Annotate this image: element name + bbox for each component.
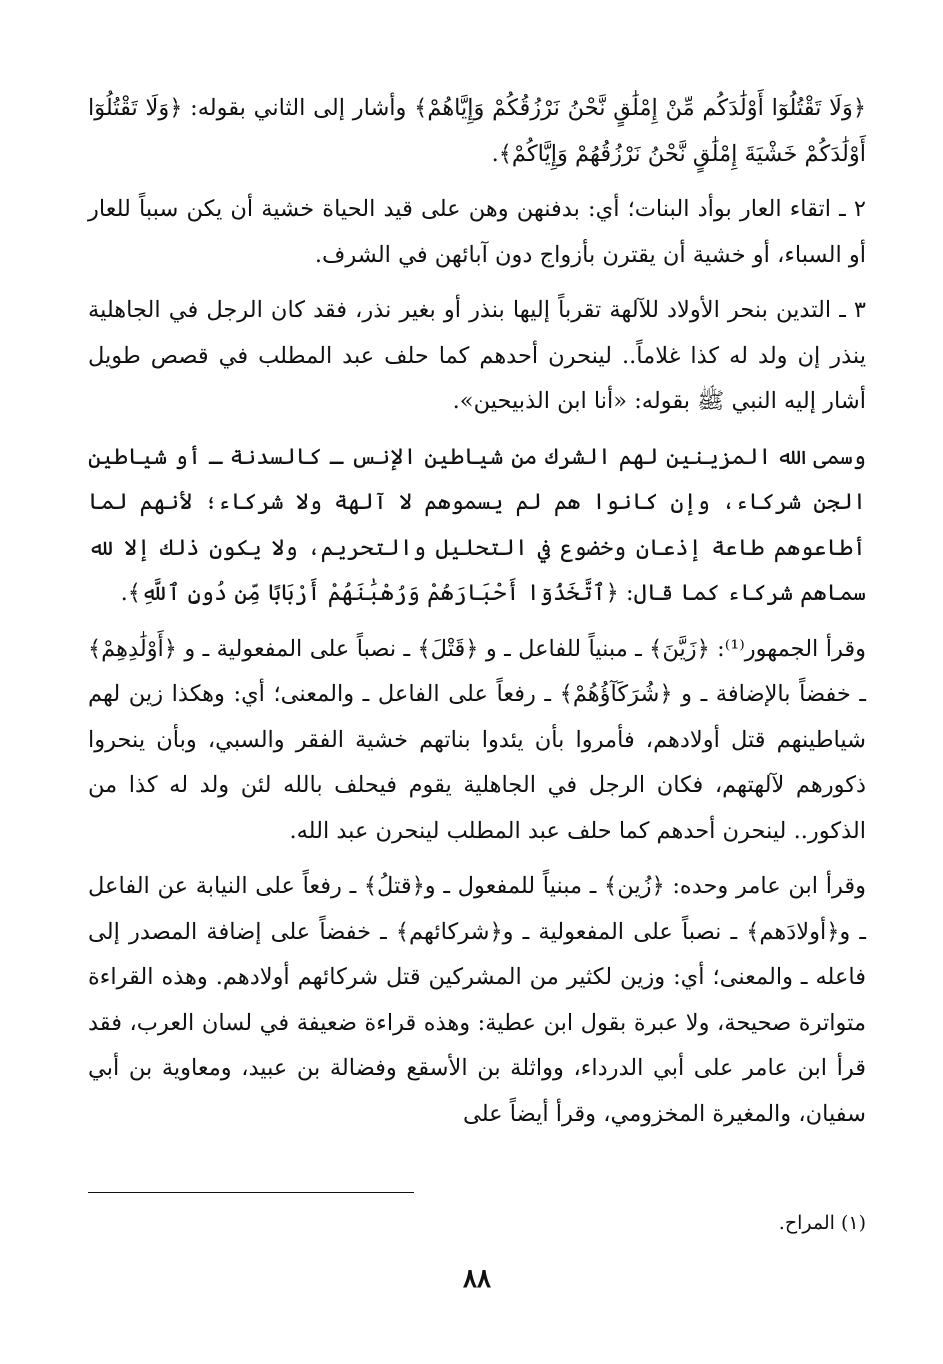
book-page xyxy=(88,86,866,1316)
paragraph-partners: وسمى الله المزينين لهم الشرك من شياطين الإنس ـ كالسدنة ـ أو شياطين الجن شركاء، وإن كانوا هم لم يسموهم لا آلهة ولا شركاء؛ لأنهم لما أطاعوهم طاعة إذعان وخضوع في التحليل والتحريم، ولا يكون ذلك إلا لله سماهم شركاء كما قال: ﴿ٱتَّخَذُوٓا أَحْبَارَهُمْ وَرُهْبَٰنَهُمْ أَرْبَابًا مِّن دُونِ ٱللَّهِ﴾. xyxy=(88,443,866,606)
page-number: ٨٨ xyxy=(463,1264,491,1294)
paragraph-majority-reading: وقرأ الجمهور⁽¹⁾: ﴿زَيَّنَ﴾ ـ مبنياً للفاعل ـ و ﴿قَتْلَ﴾ ـ نصباً على المفعولية ـ و ﴿أَوْلَٰدِهِمْ﴾ ـ خفضاً بالإضافة ـ و ﴿شُرَكَآؤُهُمْ﴾ ـ رفعاً على الفاعل ـ والمعنى؛ أي: وهكذا زين لهم شياطينهم قتل أولادهم، فأمروا بأن يئدوا بناتهم خشية الفقر والسبي، وبأن ينحروا ذكورهم لآلهتهم، فكان الرجل في الجاهلية يقوم فيحلف بالله لئن ولد له كذا من الذكور.. لينحرن أحدهم كما حلف عبد المطلب لينحرن عبد الله. xyxy=(88,635,866,844)
paragraph-ibn-amir-reading: وقرأ ابن عامر وحده: ﴿زُين﴾ ـ مبنياً للمفعول ـ و﴿قتلُ﴾ ـ رفعاً على النيابة عن الفاعل ـ و﴿أولادَهم﴾ ـ نصباً على المفعولية ـ و﴿شركائهم﴾ ـ خفضاً على إضافة المصدر إلى فاعله ـ والمعنى؛ أي: وزين لكثير من المشركين قتل شركائهم أولادهم. وهذه القراءة متواترة صحيحة، ولا عبرة بقول ابن عطية: وهذه قراءة ضعيفة في لسان العرب، فقد قرأ ابن عامر على أبي الدرداء، وواثلة بن الأسقع وفضالة بن عبيد، ومعاوية بن أبي سفيان، والمغيرة المخزومي، وقرأ أيضاً على xyxy=(88,873,866,1127)
paragraph-quran-verses: ﴿وَلَا تَقْتُلُوٓا أَوْلَٰدَكُم مِّنْ إِمْلَٰقٍ نَّحْنُ نَرْزُقُكُمْ وَإِيَّاهُمْ﴾ وأشار إلى الثاني بقوله: ﴿وَلَا تَقْتُلُوٓا أَوْلَٰدَكُمْ خَشْيَةَ إِمْلَٰقٍ نَّحْنُ نَرْزُقُهُمْ وَإِيَّاكُمْ﴾. xyxy=(88,95,866,167)
footnote-divider xyxy=(88,1192,414,1193)
paragraph-point-2: ٢ ـ اتقاء العار بوأد البنات؛ أي: بدفنهن وهن على قيد الحياة خشية أن يكن سبباً للعار أو السباء، أو خشية أن يقترن بأزواج دون آبائهن في الشرف. xyxy=(88,196,866,268)
footnote: (١) المراح. xyxy=(778,1212,866,1234)
paragraph-point-3: ٣ ـ التدين بنحر الأولاد للآلهة تقرباً إليها بنذر أو بغير نذر، فقد كان الرجل في الجاهلية ينذر إن ولد له كذا غلاماً.. لينحرن أحدهم كما حلف عبد المطلب في قصص طويل أشار إليه النبي ﷺ بقوله: «أنا ابن الذبيحين». xyxy=(88,297,866,414)
